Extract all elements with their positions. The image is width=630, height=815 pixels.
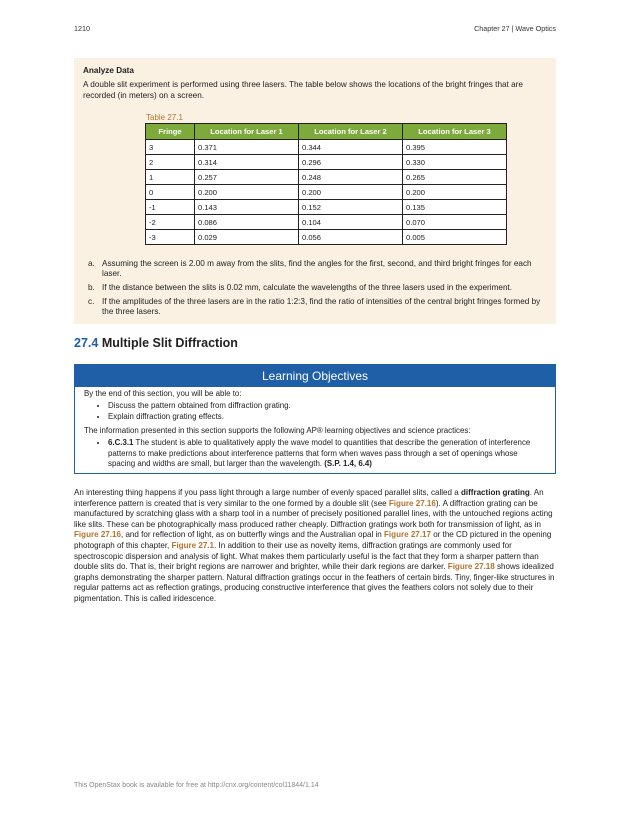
- objective-item: • Explain diffraction grating effects.: [108, 412, 546, 422]
- table-cell: 0.330: [403, 155, 507, 170]
- table-row: [146, 140, 507, 155]
- page-header: [74, 24, 556, 36]
- table-cell: 0.200: [299, 185, 403, 200]
- practice-code: 6.C.3.1: [108, 438, 134, 448]
- column-header: Location for Laser 1: [195, 124, 299, 140]
- fringe-location-table: [145, 123, 507, 245]
- table-cell: 0.395: [403, 140, 507, 155]
- table-cell: 0.314: [195, 155, 299, 170]
- column-header: Location for Laser 2: [299, 124, 403, 140]
- body-text: ). A diffraction grating can be manufactured by scratching glass with a sharp tool in a number of precisely positioned parallel lines, with the untouched regions acting like slits. These can be photographically mass produced rather cheaply. Diffraction gratings work both for transmission of light, as in: [74, 498, 553, 529]
- analyze-data-title: Analyze Data: [83, 66, 134, 75]
- analyze-data-intro: A double slit experiment is performed using three lasers. The table below shows the locations of the bright fringes that are recorded (in meters) on a screen.: [83, 80, 523, 100]
- analyze-data-box: [74, 58, 556, 324]
- table-cell: 0.070: [403, 215, 507, 230]
- figure-link[interactable]: Figure 27.16: [388, 498, 436, 508]
- body-text: shows idealized graphs demonstrating the sharper pattern. Natural diffraction gratings occur in the feathers of certain birds. Tiny, finger-like structures in regular patterns act as reflection gratings, producing constructive interference that gives the feathers colors not solely due to their pigmentation. This is called iridescence.: [74, 562, 555, 603]
- table-caption: Table 27.1: [146, 113, 183, 122]
- section-title: Multiple Slit Diffraction: [101, 336, 238, 350]
- learning-objectives-body: [84, 389, 546, 473]
- table-row: [146, 185, 507, 200]
- body-text: , and for reflection of light, as on butterfly wings and the Australian opal in: [120, 530, 384, 540]
- practices-list: [84, 438, 546, 469]
- table-cell: 0.086: [195, 215, 299, 230]
- table-cell: 2: [146, 155, 195, 170]
- table-row: [146, 155, 507, 170]
- objective-item: • Discuss the pattern obtained from diffraction grating.: [108, 401, 546, 411]
- key-term: diffraction grating: [460, 488, 530, 497]
- objectives-list: [84, 401, 546, 422]
- table-cell: 0.257: [195, 170, 299, 185]
- table-cell: -1: [146, 200, 195, 215]
- figure-link[interactable]: Figure 27.17: [384, 530, 431, 540]
- page-footer: This OpenStax book is available for free at http://cnx.org/content/col11844/1.14: [74, 782, 319, 789]
- table-cell: 0.152: [299, 200, 403, 215]
- objectives-intro: By the end of this section, you will be able to:: [84, 389, 242, 398]
- table-row: [146, 170, 507, 185]
- chapter-title: Chapter 27 | Wave Optics: [474, 24, 556, 33]
- body-paragraph: [74, 488, 558, 605]
- question-list: [88, 259, 548, 321]
- section-heading: [74, 336, 238, 350]
- question-text: If the amplitudes of the three lasers are in the ratio 1:2:3, find the ratio of intensities of the central bright fringes formed by the three lasers.: [102, 296, 541, 317]
- question-item: [88, 259, 548, 280]
- table-cell: 0.135: [403, 200, 507, 215]
- column-header: Location for Laser 3: [403, 124, 507, 140]
- figure-link[interactable]: Figure 27.1: [171, 540, 215, 550]
- question-label: a.: [88, 259, 95, 268]
- learning-objectives-header: Learning Objectives: [75, 365, 555, 387]
- question-text: If the distance between the slits is 0.02 mm, calculate the wavelengths of the three lasers used in the experiment.: [102, 283, 513, 293]
- table-cell: 3: [146, 140, 195, 155]
- body-text: . In addition to their use as novelty items, diffraction gratings are commonly used for spectroscopic dispersion and analysis of light. What makes them particularly useful is the fact that they form a sharper pattern than double slits do. That is, their bright regions are narrower and brighter, while their dark regions are darker.: [74, 540, 539, 572]
- table-cell: 0.371: [195, 140, 299, 155]
- table-cell: 0.200: [403, 185, 507, 200]
- table-row: [146, 230, 507, 245]
- table-header-row: [146, 124, 507, 140]
- table-cell: 0.005: [403, 230, 507, 245]
- table-cell: 0.344: [299, 140, 403, 155]
- practice-text: The student is able to qualitatively apply the wave model to quantities that describe the generation of interference patterns to make predictions about interference patterns that form when waves pass through a set of openings whose spacing and widths are small, but larger than the wavelength.: [108, 438, 531, 468]
- table-cell: 0.296: [299, 155, 403, 170]
- table-cell: 0: [146, 185, 195, 200]
- table-cell: 0.265: [403, 170, 507, 185]
- table-cell: 0.200: [195, 185, 299, 200]
- practices-intro: The information presented in this section supports the following AP® learning objectives and science practices:: [84, 426, 471, 436]
- table-cell: 0.143: [195, 200, 299, 215]
- question-label: c.: [88, 296, 95, 306]
- question-item: [88, 283, 548, 293]
- body-text: or the CD pictured in the opening photograph of this chapter,: [74, 530, 552, 550]
- table-cell: 0.029: [195, 230, 299, 245]
- table-cell: 0.056: [299, 230, 403, 245]
- figure-link[interactable]: Figure 27.16: [74, 530, 121, 540]
- page-number: 1210: [74, 24, 90, 33]
- figure-link[interactable]: Figure 27.18: [447, 562, 495, 572]
- question-label: b.: [88, 283, 95, 293]
- column-header: Fringe: [146, 124, 195, 140]
- body-text: . An interference pattern is created that is very similar to the one formed by a double slit (see: [74, 488, 544, 508]
- table-cell: -2: [146, 215, 195, 230]
- table-cell: 0.104: [299, 215, 403, 230]
- table-row: [146, 200, 507, 215]
- question-item: [88, 297, 548, 318]
- table-cell: 0.248: [299, 170, 403, 185]
- learning-objectives-box: [74, 364, 556, 474]
- table-row: [146, 215, 507, 230]
- table-cell: -3: [146, 230, 195, 245]
- science-practice-ref: (S.P. 1.4, 6.4): [324, 458, 372, 468]
- section-number: 27.4: [74, 336, 99, 350]
- body-text: An interesting thing happens if you pass light through a large number of evenly spaced parallel slits, called a: [74, 488, 461, 497]
- question-text: Assuming the screen is 2.00 m away from the slits, find the angles for the first, second, and third bright fringes for each laser.: [102, 259, 532, 279]
- practice-item: [108, 438, 546, 469]
- table-cell: 1: [146, 170, 195, 185]
